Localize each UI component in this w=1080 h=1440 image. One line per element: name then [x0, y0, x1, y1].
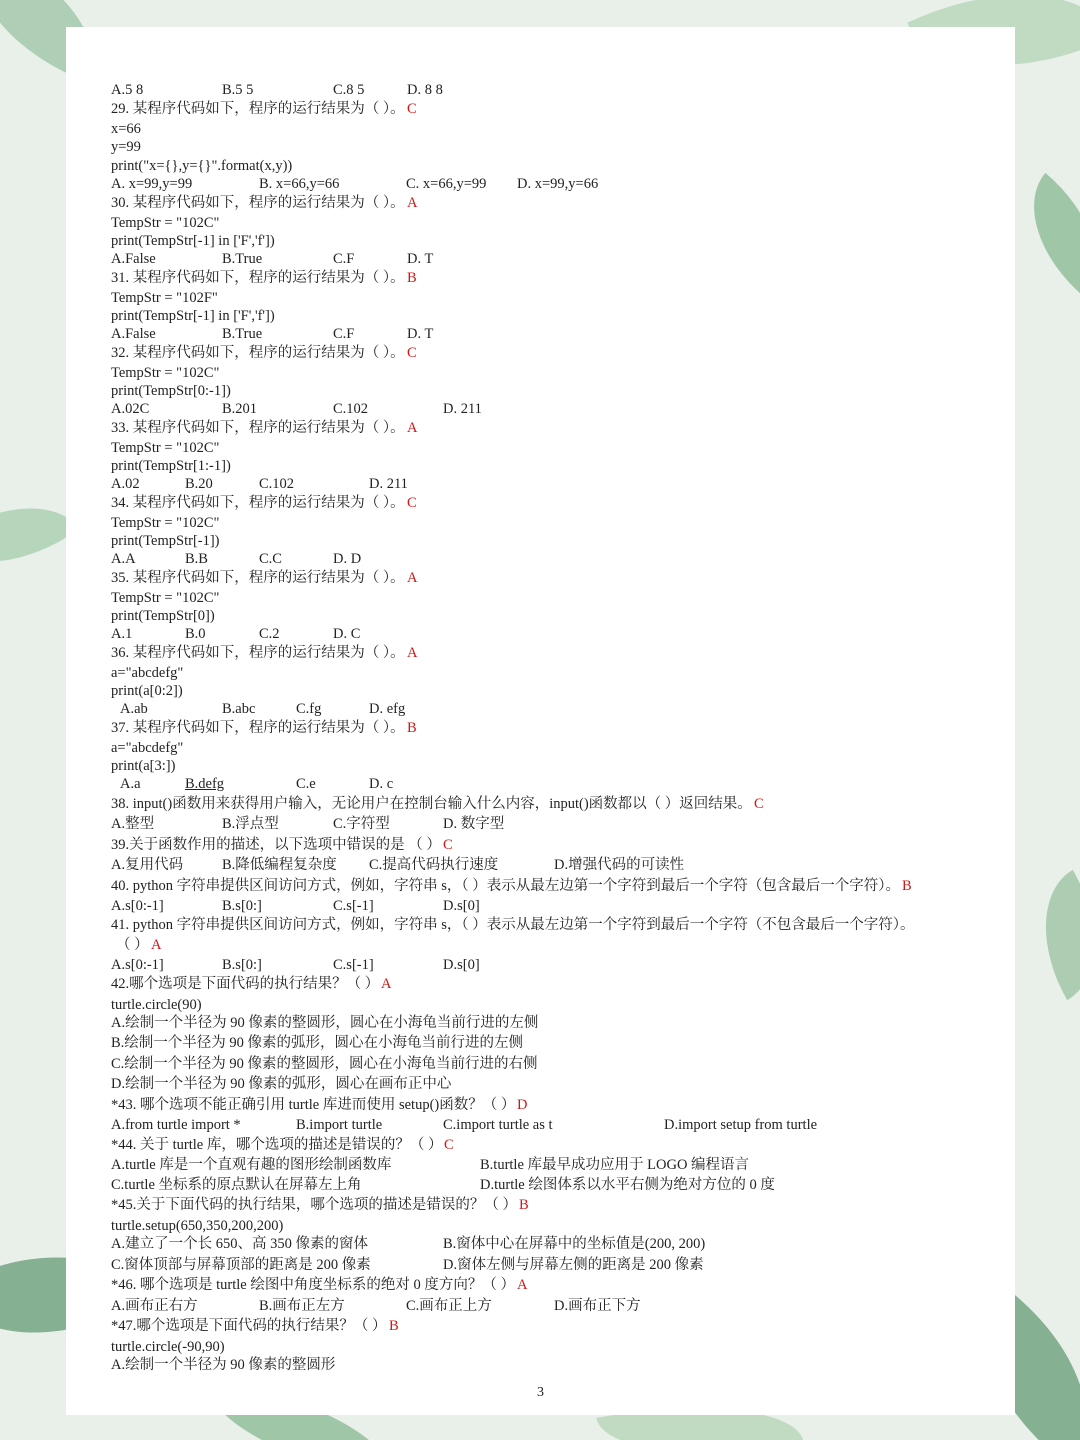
- text-line: [111, 1216, 1011, 1236]
- text-segment: y=99: [111, 139, 141, 155]
- text-segment: A.from turtle import *: [111, 1117, 241, 1133]
- text-segment: TempStr = "102C": [111, 215, 220, 231]
- text-segment: C.s[-1]: [333, 957, 374, 973]
- text-segment: A.False: [111, 326, 156, 342]
- text-segment: B.0: [185, 626, 206, 642]
- text-segment: D. C: [333, 626, 361, 642]
- text-line: [111, 174, 1011, 194]
- text-segment: A.ab: [120, 701, 148, 717]
- text-segment: B.绘制一个半径为 90 像素的弧形，圆心在小海龟当前行进的左侧: [111, 1035, 524, 1051]
- text-segment: B.窗体中心在屏幕中的坐标值是(200, 200): [443, 1236, 706, 1252]
- answer-key: A: [407, 645, 418, 661]
- text-line: [111, 1255, 1011, 1275]
- text-line: [111, 1155, 1011, 1175]
- text-segment: A.建立了一个长 650、高 350 像素的窗体: [111, 1236, 368, 1252]
- text-segment: print(TempStr[0:-1]): [111, 383, 231, 399]
- page-number: 3: [537, 1385, 544, 1400]
- text-segment: C.s[-1]: [333, 898, 374, 914]
- text-segment: B.True: [222, 326, 263, 342]
- text-segment: 42.哪个选项是下面代码的执行结果？（ ）: [111, 976, 380, 992]
- text-line: [111, 1013, 1011, 1033]
- text-segment: C.字符型: [333, 816, 390, 832]
- text-segment: B.s[0:]: [222, 898, 262, 914]
- text-line: [111, 1175, 1011, 1195]
- text-line: [111, 915, 1011, 935]
- text-line: [111, 568, 1011, 588]
- text-line: [111, 606, 1011, 626]
- text-line: [111, 268, 1011, 288]
- text-segment: D.s[0]: [443, 957, 480, 973]
- leaf-decoration: [1012, 870, 1080, 1000]
- text-line: [111, 324, 1011, 344]
- text-segment: 29. 某程序代码如下，程序的运行结果为（ ）。: [111, 101, 405, 117]
- text-segment: D.绘制一个半径为 90 像素的弧形，圆心在画布正中心: [111, 1076, 452, 1092]
- text-segment: *43. 哪个选项不能正确引用 turtle 库进而使用 setup()函数？（ ）: [111, 1097, 516, 1113]
- text-line: [111, 624, 1011, 644]
- text-segment: A.turtle 库是一个直观有趣的图形绘制函数库: [111, 1157, 392, 1173]
- text-line: [111, 1195, 1011, 1215]
- text-segment: print(a[3:]): [111, 758, 176, 774]
- text-segment: A.a: [120, 776, 141, 792]
- text-segment: A.绘制一个半径为 90 像素的整圆形: [111, 1357, 336, 1373]
- text-segment: *45.关于下面代码的执行结果，哪个选项的描述是错误的？（ ）: [111, 1197, 517, 1213]
- text-line: [111, 1054, 1011, 1074]
- text-segment: B.画布正左方: [259, 1298, 345, 1314]
- text-segment: print(TempStr[0]): [111, 608, 215, 624]
- text-segment: A.s[0:-1]: [111, 898, 164, 914]
- text-line: [111, 699, 1011, 719]
- text-segment: B.201: [222, 401, 258, 417]
- text-line: [111, 643, 1011, 663]
- text-segment: 35. 某程序代码如下，程序的运行结果为（ ）。: [111, 570, 405, 586]
- text-segment: TempStr = "102C": [111, 590, 220, 606]
- text-segment: A.复用代码: [111, 857, 184, 873]
- text-segment: D.画布正下方: [554, 1298, 641, 1314]
- text-segment: B.5 5: [222, 82, 254, 98]
- text-segment: 34. 某程序代码如下，程序的运行结果为（ ）。: [111, 495, 405, 511]
- text-line: [111, 288, 1011, 308]
- text-line: [111, 896, 1011, 916]
- text-segment: A.A: [111, 551, 136, 567]
- text-segment: 30. 某程序代码如下，程序的运行结果为（ ）。: [111, 195, 405, 211]
- text-line: [111, 343, 1011, 363]
- text-line: [111, 1135, 1011, 1155]
- text-segment: D. 数字型: [443, 816, 505, 832]
- text-segment: a="abcdefg": [111, 740, 184, 756]
- text-line: [111, 1095, 1011, 1115]
- text-line: [111, 418, 1011, 438]
- answer-key: C: [444, 1137, 454, 1153]
- text-segment: *44. 关于 turtle 库，哪个选项的描述是错误的？（ ）: [111, 1137, 443, 1153]
- text-segment: print("x={},y={}".format(x,y)): [111, 158, 293, 174]
- text-line: [111, 588, 1011, 608]
- text-segment: A.绘制一个半径为 90 像素的整圆形，圆心在小海龟当前行进的左侧: [111, 1015, 539, 1031]
- answer-key: A: [407, 570, 418, 586]
- text-line: [111, 1115, 1011, 1135]
- text-segment: B.defg: [185, 776, 225, 792]
- text-segment: A.整型: [111, 816, 155, 832]
- text-line: [111, 156, 1011, 176]
- text-segment: print(TempStr[-1] in ['F','f']): [111, 308, 275, 324]
- text-segment: 33. 某程序代码如下，程序的运行结果为（ ）。: [111, 420, 405, 436]
- text-line: [111, 1316, 1011, 1336]
- text-segment: B.浮点型: [222, 816, 279, 832]
- text-line: [111, 756, 1011, 776]
- text-segment: *47.哪个选项是下面代码的执行结果？（ ）: [111, 1318, 387, 1334]
- text-line: [111, 80, 1011, 100]
- text-segment: *46. 哪个选项是 turtle 绘图中角度坐标系的绝对 0 度方向？（ ）: [111, 1277, 515, 1293]
- text-segment: C.8 5: [333, 82, 365, 98]
- text-segment: D.窗体左侧与屏幕左侧的距离是 200 像素: [443, 1257, 704, 1273]
- text-line: [111, 718, 1011, 738]
- text-line: [111, 1275, 1011, 1295]
- text-line: [111, 119, 1011, 139]
- text-segment: 40. python 字符串提供区间访问方式，例如，字符串 s，（ ）表示从最左边第一个字符到最后一个字符（包含最后一个字符）。: [111, 878, 901, 894]
- text-segment: C.提高代码执行速度: [369, 857, 499, 873]
- text-segment: D. D: [333, 551, 362, 567]
- answer-key: D: [517, 1097, 528, 1113]
- text-line: [111, 137, 1011, 157]
- text-segment: D.import setup from turtle: [664, 1117, 818, 1133]
- text-segment: C.import turtle as t: [443, 1117, 553, 1133]
- text-line: [111, 193, 1011, 213]
- text-segment: B.B: [185, 551, 208, 567]
- text-segment: C.F: [333, 251, 355, 267]
- text-line: [111, 835, 1011, 855]
- text-segment: A.False: [111, 251, 156, 267]
- text-segment: C.绘制一个半径为 90 像素的整圆形，圆心在小海龟当前行进的右侧: [111, 1056, 538, 1072]
- text-segment: print(TempStr[1:-1]): [111, 458, 231, 474]
- text-segment: C.C: [259, 551, 282, 567]
- text-line: [111, 456, 1011, 476]
- answer-key: B: [902, 878, 912, 894]
- answer-key: B: [407, 720, 417, 736]
- text-line: [111, 531, 1011, 551]
- text-segment: 39.关于函数作用的描述，以下选项中错误的是 （ ）: [111, 837, 441, 853]
- text-segment: TempStr = "102C": [111, 515, 220, 531]
- answer-key: C: [407, 495, 417, 511]
- text-segment: C.窗体顶部与屏幕顶部的距离是 200 像素: [111, 1257, 371, 1273]
- text-segment: 37. 某程序代码如下，程序的运行结果为（ ）。: [111, 720, 405, 736]
- text-segment: B.s[0:]: [222, 957, 262, 973]
- text-segment: A.5 8: [111, 82, 144, 98]
- text-segment: a="abcdefg": [111, 665, 184, 681]
- text-line: [111, 231, 1011, 251]
- text-segment: 36. 某程序代码如下，程序的运行结果为（ ）。: [111, 645, 405, 661]
- text-segment: A.02: [111, 476, 140, 492]
- text-segment: B.降低编程复杂度: [222, 857, 337, 873]
- text-segment: B.abc: [222, 701, 256, 717]
- text-line: [111, 681, 1011, 701]
- text-segment: A.s[0:-1]: [111, 957, 164, 973]
- text-line: [111, 474, 1011, 494]
- text-line: [111, 399, 1011, 419]
- text-segment: C.turtle 坐标系的原点默认在屏幕左上角: [111, 1177, 362, 1193]
- text-line: [111, 974, 1011, 994]
- text-line: [111, 549, 1011, 569]
- text-segment: D. 8 8: [407, 82, 443, 98]
- text-segment: TempStr = "102C": [111, 365, 220, 381]
- text-line: [111, 1074, 1011, 1094]
- answer-key: A: [407, 420, 418, 436]
- document-page: [66, 27, 1015, 1415]
- answer-key: A: [381, 976, 392, 992]
- text-line: [111, 935, 1011, 955]
- text-segment: B.True: [222, 251, 263, 267]
- text-segment: B. x=66,y=66: [259, 176, 340, 192]
- text-line: [111, 1337, 1011, 1357]
- text-segment: C.e: [296, 776, 316, 792]
- text-segment: turtle.circle(90): [111, 997, 202, 1013]
- answer-key: A: [517, 1277, 528, 1293]
- text-segment: A.02C: [111, 401, 150, 417]
- text-line: [111, 1355, 1011, 1375]
- text-segment: TempStr = "102C": [111, 440, 220, 456]
- text-line: [111, 774, 1011, 794]
- text-segment: D.turtle 绘图体系以水平右侧为绝对方位的 0 度: [480, 1177, 775, 1193]
- answer-key: A: [151, 937, 162, 953]
- text-segment: 32. 某程序代码如下，程序的运行结果为（ ）。: [111, 345, 405, 361]
- text-segment: D. x=99,y=66: [517, 176, 599, 192]
- text-segment: 41. python 字符串提供区间访问方式，例如，字符串 s，（ ）表示从最左边第一个字符到最后一个字符（不包含最后一个字符）。: [111, 917, 915, 933]
- answer-key: A: [407, 195, 418, 211]
- text-segment: C.F: [333, 326, 355, 342]
- text-segment: A.画布正右方: [111, 1298, 198, 1314]
- text-segment: D. c: [369, 776, 394, 792]
- text-line: [111, 1234, 1011, 1254]
- text-segment: （ ）: [116, 937, 149, 953]
- text-line: [111, 663, 1011, 683]
- text-segment: 31. 某程序代码如下，程序的运行结果为（ ）。: [111, 270, 405, 286]
- text-segment: D.增强代码的可读性: [554, 857, 685, 873]
- answer-key: C: [754, 796, 764, 812]
- text-segment: D. T: [407, 251, 434, 267]
- answer-key: B: [519, 1197, 529, 1213]
- text-segment: D. 211: [443, 401, 482, 417]
- text-segment: C.2: [259, 626, 280, 642]
- text-line: [111, 381, 1011, 401]
- text-line: [111, 513, 1011, 533]
- text-line: [111, 1296, 1011, 1316]
- text-segment: print(a[0:2]): [111, 683, 183, 699]
- text-segment: C.102: [333, 401, 369, 417]
- text-segment: x=66: [111, 121, 141, 137]
- text-line: [111, 438, 1011, 458]
- text-segment: 38. input()函数用来获得用户输入，无论用户在控制台输入什么内容，input()函数都以（ ）返回结果。: [111, 796, 752, 812]
- text-segment: D.s[0]: [443, 898, 480, 914]
- text-segment: D. efg: [369, 701, 406, 717]
- text-line: [111, 855, 1011, 875]
- text-segment: turtle.circle(-90,90): [111, 1339, 225, 1355]
- answer-key: C: [407, 345, 417, 361]
- text-segment: C.102: [259, 476, 295, 492]
- text-segment: B.import turtle: [296, 1117, 383, 1133]
- text-segment: D. T: [407, 326, 434, 342]
- text-line: [111, 814, 1011, 834]
- answer-key: C: [407, 101, 417, 117]
- text-segment: C.画布正上方: [406, 1298, 492, 1314]
- text-segment: TempStr = "102F": [111, 290, 218, 306]
- text-line: [111, 738, 1011, 758]
- answer-key: B: [389, 1318, 399, 1334]
- text-line: [111, 995, 1011, 1015]
- text-segment: print(TempStr[-1]): [111, 533, 220, 549]
- text-line: [111, 493, 1011, 513]
- text-segment: B.20: [185, 476, 213, 492]
- answer-key: C: [443, 837, 453, 853]
- text-line: [111, 213, 1011, 233]
- text-segment: C. x=66,y=99: [406, 176, 487, 192]
- text-segment: print(TempStr[-1] in ['F','f']): [111, 233, 275, 249]
- text-line: [111, 249, 1011, 269]
- text-segment: turtle.setup(650,350,200,200): [111, 1218, 284, 1234]
- text-segment: B.turtle 库最早成功应用于 LOGO 编程语言: [480, 1157, 750, 1173]
- text-line: [111, 876, 1011, 896]
- text-line: [111, 1033, 1011, 1053]
- text-line: [111, 99, 1011, 119]
- text-line: [111, 794, 1011, 814]
- answer-key: B: [407, 270, 417, 286]
- text-segment: A. x=99,y=99: [111, 176, 193, 192]
- text-line: [111, 306, 1011, 326]
- text-segment: C.fg: [296, 701, 322, 717]
- text-segment: A.1: [111, 626, 133, 642]
- text-line: [111, 363, 1011, 383]
- text-segment: D. 211: [369, 476, 408, 492]
- text-line: [111, 955, 1011, 975]
